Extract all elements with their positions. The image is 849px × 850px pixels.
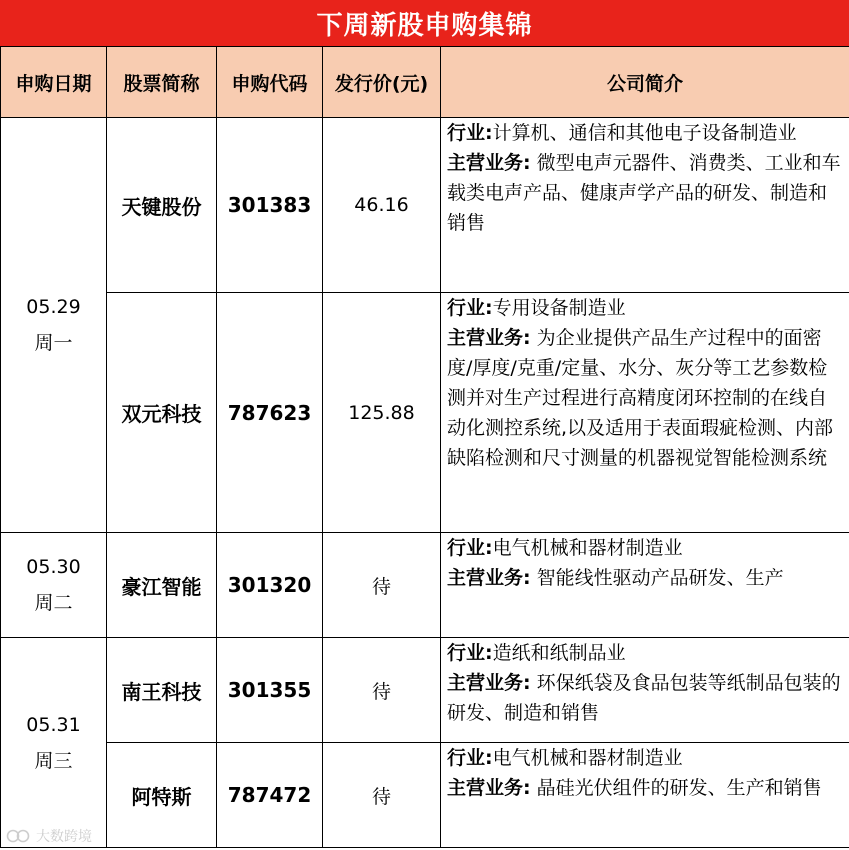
watermark xyxy=(6,826,92,846)
weekday-value: 周一 xyxy=(34,332,73,354)
date-cell xyxy=(1,638,107,848)
industry-label: 行业: xyxy=(447,642,493,664)
stock-code: 301355 xyxy=(217,638,323,743)
date-value: 05.30 xyxy=(26,556,81,578)
company-intro xyxy=(441,533,849,638)
weekday-value: 周二 xyxy=(34,592,73,614)
header-intro: 公司简介 xyxy=(441,47,849,118)
issue-price: 待 xyxy=(323,743,441,848)
page-title: 下周新股申购集锦 xyxy=(0,0,849,46)
stock-name: 天键股份 xyxy=(107,118,217,293)
weekday-value: 周三 xyxy=(34,749,73,772)
business-value: 晶硅光伏组件的研发、生产和销售 xyxy=(530,777,822,799)
stock-name: 南王科技 xyxy=(107,638,217,743)
date-cell xyxy=(1,533,107,638)
stock-name: 双元科技 xyxy=(107,293,217,533)
business-label: 主营业务: xyxy=(447,672,531,694)
ipo-table xyxy=(0,46,849,848)
table-row xyxy=(1,533,849,638)
watermark-text: 大数跨境 xyxy=(36,829,92,845)
industry-value: 造纸和纸制品业 xyxy=(492,642,626,664)
industry-value: 电气机械和器材制造业 xyxy=(492,537,683,559)
business-label: 主营业务: xyxy=(447,327,531,349)
business-value: 环保纸袋及食品包装等纸制品包装的研发、制造和销售 xyxy=(447,672,841,724)
date-cell xyxy=(1,118,107,533)
issue-price: 待 xyxy=(323,638,441,743)
header-name: 股票简称 xyxy=(107,47,217,118)
business-value: 微型电声元器件、消费类、工业和车载类电声产品、健康声学产品的研发、制造和销售 xyxy=(447,152,841,234)
company-intro xyxy=(441,293,849,533)
industry-label: 行业: xyxy=(447,122,493,144)
industry-value: 电气机械和器材制造业 xyxy=(492,747,683,769)
industry-label: 行业: xyxy=(447,537,493,559)
company-intro xyxy=(441,743,849,848)
business-value: 为企业提供产品生产过程中的面密度/厚度/克重/定量、水分、灰分等工艺参数检测并对生产过程进行高精度闭环控制的在线自动化测控系统,以及适用于表面瑕疵检测、内部缺陷检测和尺寸测量的机器视觉智能检测系统 xyxy=(447,327,834,469)
table-row xyxy=(1,118,849,293)
table-row xyxy=(1,638,849,743)
company-intro xyxy=(441,118,849,293)
header-code: 申购代码 xyxy=(217,47,323,118)
stock-code: 301320 xyxy=(217,533,323,638)
stock-name: 豪江智能 xyxy=(107,533,217,638)
business-label: 主营业务: xyxy=(447,567,531,589)
table-header-row xyxy=(1,47,849,118)
stock-code: 787472 xyxy=(217,743,323,848)
table-row xyxy=(1,293,849,533)
table-row xyxy=(1,743,849,848)
business-label: 主营业务: xyxy=(447,152,531,174)
stock-code: 301383 xyxy=(217,118,323,293)
industry-label: 行业: xyxy=(447,747,493,769)
issue-price: 46.16 xyxy=(323,118,441,293)
business-label: 主营业务: xyxy=(447,777,531,799)
brand-logo-icon xyxy=(6,828,32,844)
issue-price: 待 xyxy=(323,533,441,638)
company-intro xyxy=(441,638,849,743)
stock-code: 787623 xyxy=(217,293,323,533)
stock-name: 阿特斯 xyxy=(107,743,217,848)
date-value: 05.31 xyxy=(26,713,81,736)
issue-price: 125.88 xyxy=(323,293,441,533)
header-date: 申购日期 xyxy=(1,47,107,118)
industry-value: 专用设备制造业 xyxy=(492,297,626,319)
business-value: 智能线性驱动产品研发、生产 xyxy=(530,567,784,589)
industry-label: 行业: xyxy=(447,297,493,319)
industry-value: 计算机、通信和其他电子设备制造业 xyxy=(492,122,797,144)
header-price: 发行价(元) xyxy=(323,47,441,118)
date-value: 05.29 xyxy=(26,296,81,318)
